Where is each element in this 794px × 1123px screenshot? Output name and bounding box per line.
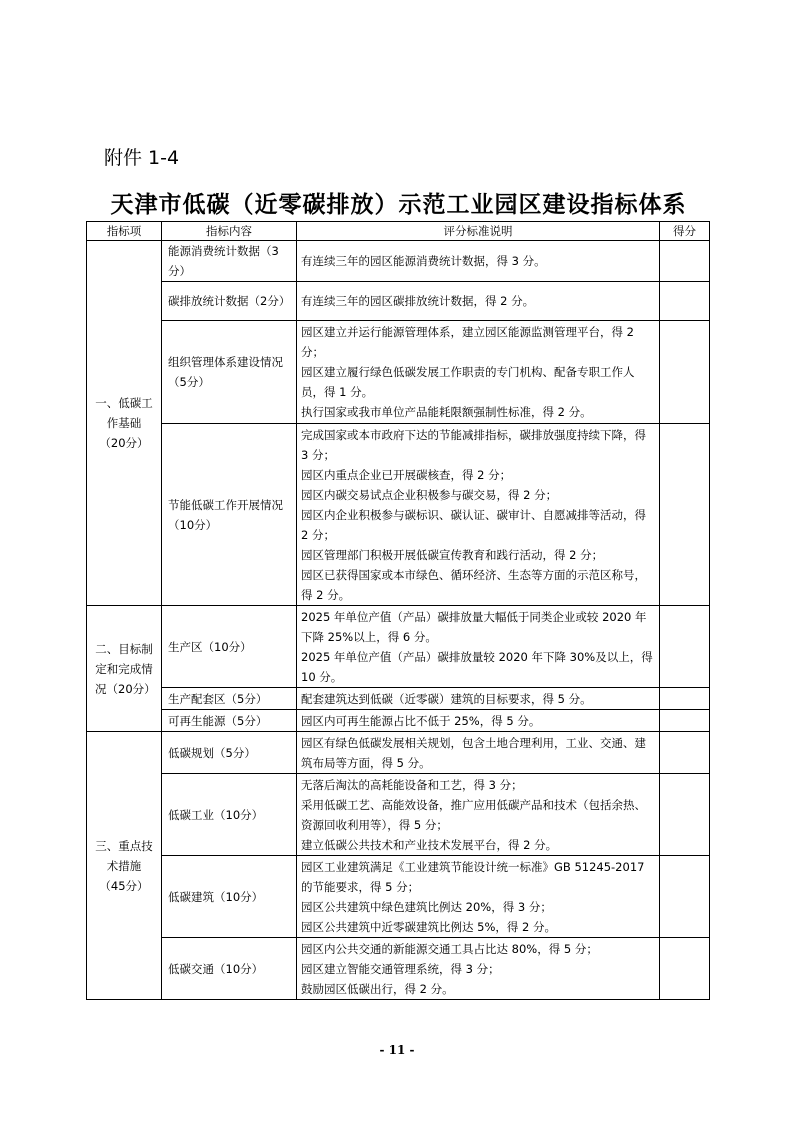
criteria-line: 执行国家或我市单位产品能耗限额强制性标准，得 2 分。 [301,405,592,419]
table-row [87,732,710,774]
table-row [87,241,710,282]
table-row [87,282,710,321]
criteria-line: 园区公共建筑中绿色建筑比例达 20%，得 3 分； [301,899,552,914]
criteria-line: 采用低碳工艺、高能效设备，推广应用低碳产品和技术（包括余热、资源回收利用等），得 5 分； [301,797,646,832]
table-row [87,688,710,710]
criteria-cell [297,321,660,424]
criteria-line: 园区建立智能交通管理系统，得 3 分； [301,961,500,976]
criteria-line: 有连续三年的园区碳排放统计数据，得 2 分。 [301,294,535,308]
criteria-cell [297,774,660,856]
criteria-line: 2025 年单位产值（产品）碳排放量较 2020 年下降 30%及以上，得 10 分。 [301,649,653,684]
section-name: 三、重点技术措施（45分） [87,732,162,1000]
criteria-line: 园区内重点企业已开展碳核查，得 2 分； [301,467,512,482]
document-title: 天津市低碳（近零碳排放）示范工业园区建设指标体系 [110,191,687,218]
indicator-content: 碳排放统计数据（2分） [162,282,297,321]
indicator-content: 组织管理体系建设情况（5分） [162,321,297,424]
score-cell[interactable] [660,424,710,606]
criteria-line: 园区工业建筑满足《工业建筑节能设计统一标准》GB 51245-2017 的节能要求，得 5 分； [301,859,645,894]
criteria-line: 建立低碳公共技术和产业技术发展平台，得 2 分。 [301,837,558,852]
section-name: 二、目标制定和完成情况（20分） [87,606,162,732]
table-row [87,321,710,424]
indicator-content: 节能低碳工作开展情况（10分） [162,424,297,606]
score-cell[interactable] [660,732,710,774]
section-name: 一、低碳工作基础（20分） [87,241,162,606]
indicator-content: 可再生能源（5分） [162,710,297,732]
criteria-line: 园区内企业积极参与碳标识、碳认证、碳审计、自愿减排等活动，得 2 分； [301,507,646,542]
score-cell[interactable] [660,856,710,938]
criteria-line: 园区内碳交易试点企业积极参与碳交易，得 2 分； [301,487,558,502]
criteria-cell [297,282,660,321]
indicator-content: 低碳建筑（10分） [162,856,297,938]
criteria-line: 园区内可再生能源占比不低于 25%，得 5 分。 [301,713,541,728]
criteria-line: 园区内公共交通的新能源交通工具占比达 80%，得 5 分； [301,941,598,956]
table-row [87,710,710,732]
score-cell[interactable] [660,606,710,688]
criteria-cell [297,710,660,732]
indicator-content: 低碳规划（5分） [162,732,297,774]
criteria-line: 有连续三年的园区能源消费统计数据，得 3 分。 [301,254,546,268]
criteria-line: 园区有绿色低碳发展相关规划，包含土地合理利用，工业、交通、建筑布局等方面，得 5 分。 [301,735,646,770]
indicator-content: 生产配套区（5分） [162,688,297,710]
criteria-line: 无落后淘汰的高耗能设备和工艺，得 3 分； [301,777,523,792]
header-category: 指标项 [87,222,162,241]
indicator-content: 能源消费统计数据（3分） [162,241,297,282]
score-cell[interactable] [660,710,710,732]
score-cell[interactable] [660,282,710,321]
indicator-content: 生产区（10分） [162,606,297,688]
table-header-row [87,222,710,241]
table-row [87,856,710,938]
criteria-line: 2025 年单位产值（产品）碳排放量大幅低于同类企业或较 2020 年下降 25%以上，得 6 分。 [301,609,647,644]
score-cell[interactable] [660,688,710,710]
criteria-line: 完成国家或本市政府下达的节能减排指标，碳排放强度持续下降，得 3 分； [301,427,646,462]
table-row [87,774,710,856]
criteria-line: 园区建立并运行能源管理体系，建立园区能源监测管理平台，得 2 分； [301,325,634,359]
criteria-line: 园区公共建筑中近零碳建筑比例达 5%，得 2 分。 [301,919,557,934]
header-content: 指标内容 [162,222,297,241]
criteria-line: 园区建立履行绿色低碳发展工作职责的专门机构、配备专职工作人员，得 1 分。 [301,365,635,399]
indicator-table [86,221,710,1000]
indicator-content: 低碳工业（10分） [162,774,297,856]
criteria-cell [297,241,660,282]
score-cell[interactable] [660,241,710,282]
score-cell[interactable] [660,774,710,856]
annex-label: 附件 1-4 [104,147,180,169]
criteria-line: 配套建筑达到低碳（近零碳）建筑的目标要求，得 5 分。 [301,691,592,706]
criteria-line: 鼓励园区低碳出行，得 2 分。 [301,981,454,996]
table-row [87,938,710,1000]
criteria-cell [297,856,660,938]
table-row [87,606,710,688]
criteria-cell [297,424,660,606]
indicator-content: 低碳交通（10分） [162,938,297,1000]
score-cell[interactable] [660,938,710,1000]
score-cell[interactable] [660,321,710,424]
header-score: 得分 [660,222,710,241]
header-criteria: 评分标准说明 [297,222,660,241]
criteria-line: 园区已获得国家或本市绿色、循环经济、生态等方面的示范区称号，得 2 分。 [301,567,646,602]
criteria-line: 园区管理部门积极开展低碳宣传教育和践行活动，得 2 分； [301,547,604,562]
page-number: - 11 - [379,1043,415,1057]
criteria-cell [297,688,660,710]
criteria-cell [297,732,660,774]
table-row [87,424,710,606]
criteria-cell [297,606,660,688]
criteria-cell [297,938,660,1000]
